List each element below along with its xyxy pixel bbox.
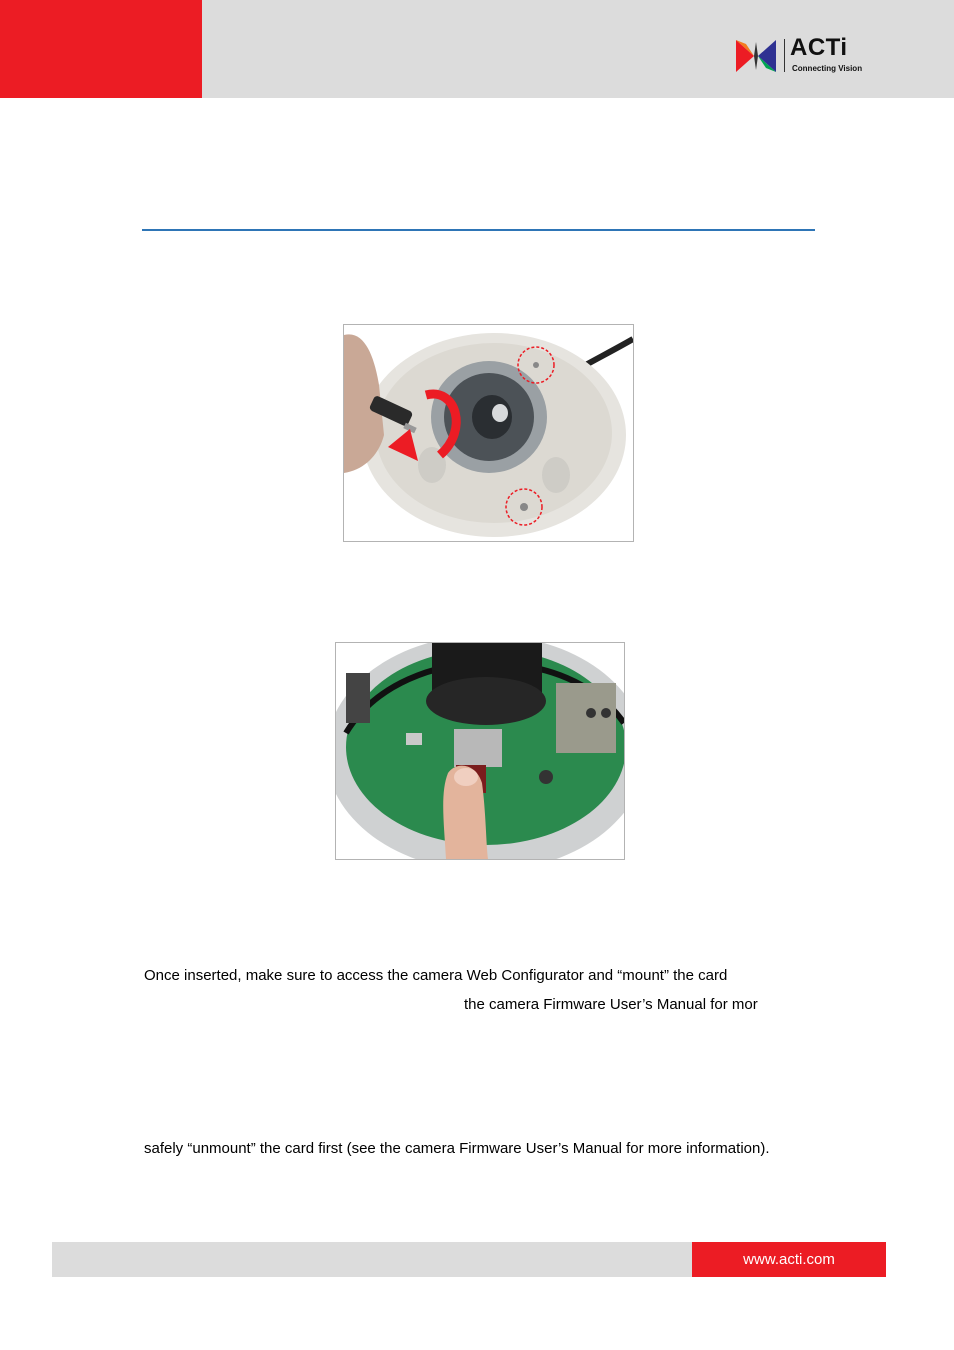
figure-card-insertion — [335, 642, 625, 860]
instruction-line-2: the camera Firmware User’s Manual for mor — [464, 996, 758, 1013]
section-rule — [142, 229, 815, 231]
acti-butterfly-icon — [734, 36, 778, 76]
instruction-line-3: safely “unmount” the card first (see the camera Firmware User’s Manual for more information). — [144, 1140, 770, 1157]
footer-bar — [52, 1242, 692, 1277]
microsd-card-insertion-photo — [336, 643, 624, 859]
logo-divider — [784, 39, 785, 72]
figure-screw-removal — [343, 324, 634, 542]
header-red-block — [0, 0, 202, 98]
logo-tagline: Connecting Vision — [792, 64, 863, 73]
dome-camera-screw-removal-photo — [344, 325, 633, 541]
footer-url-link[interactable]: www.acti.com — [692, 1242, 886, 1277]
instruction-line-1: Once inserted, make sure to access the camera Web Configurator and “mount” the card — [144, 967, 728, 984]
logo-text: ACTi — [790, 34, 848, 61]
acti-logo — [734, 36, 874, 76]
